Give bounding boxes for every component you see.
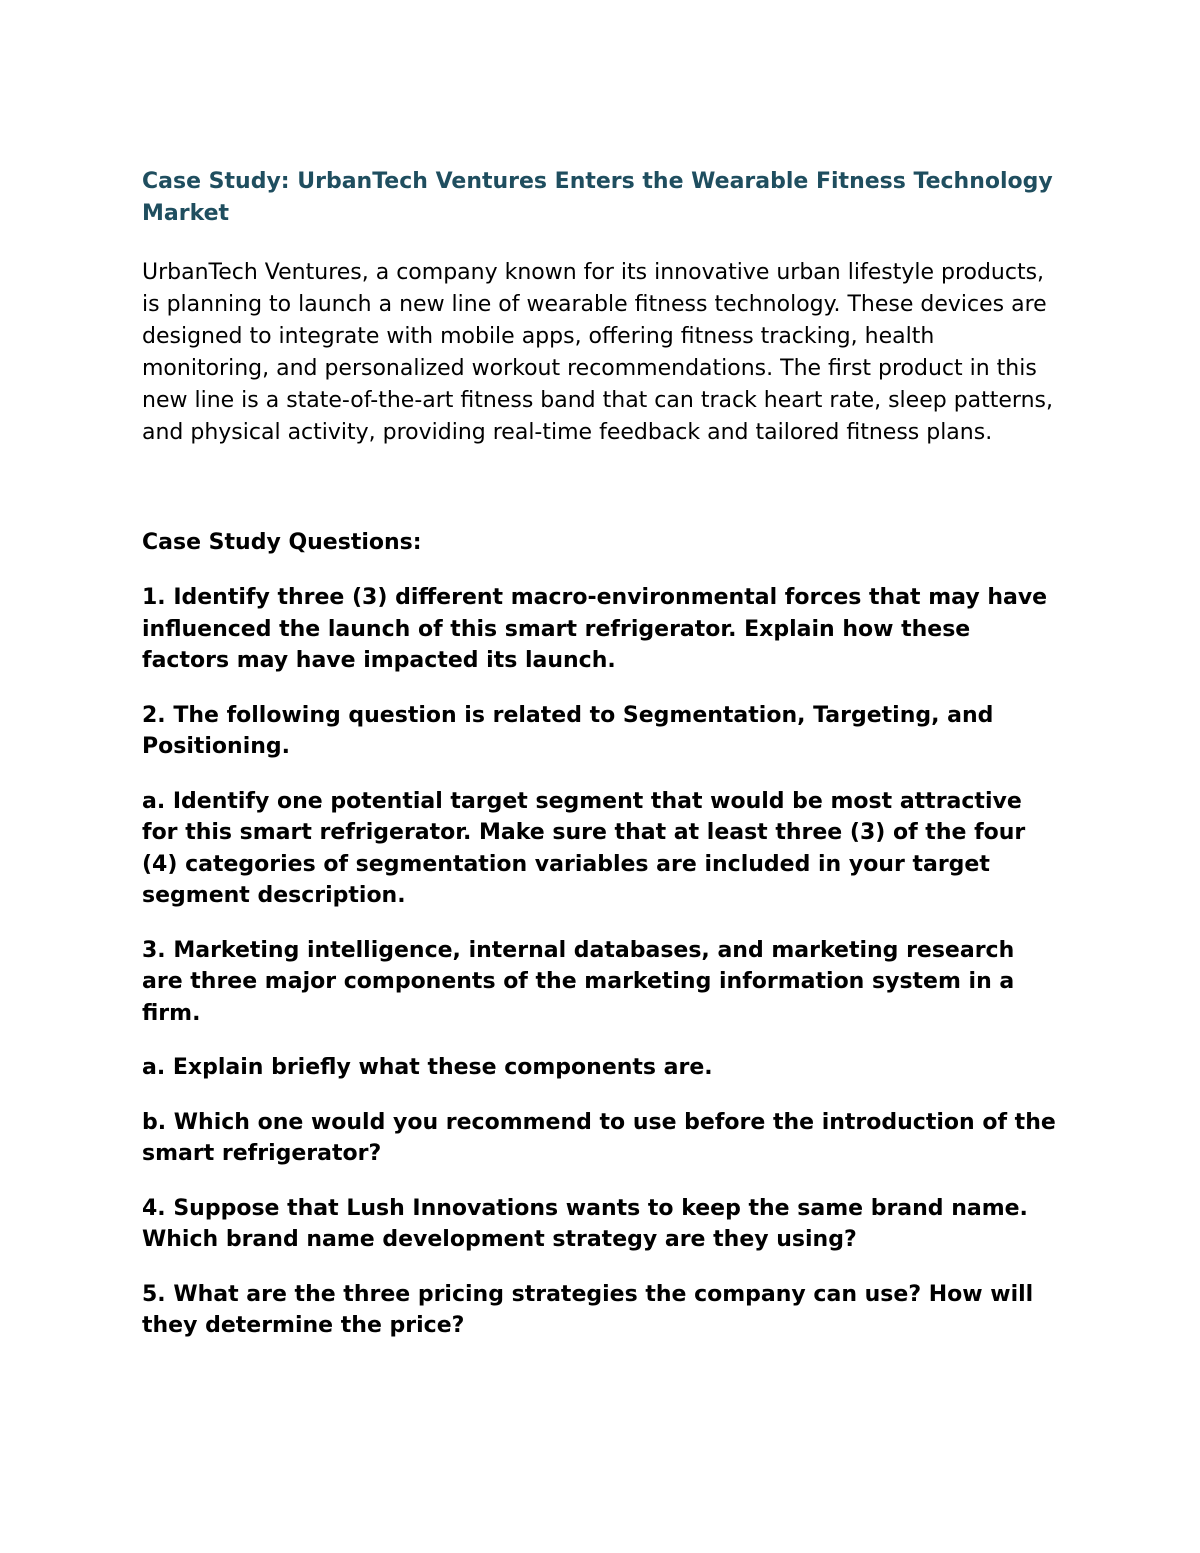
question-item: 2. The following question is related to Segmentation, Targeting, and Positioning. [142, 702, 994, 759]
document-title: Case Study: UrbanTech Ventures Enters the Wearable Fitness Technology Market [142, 169, 1053, 226]
question-item: a. Identify one potential target segment that would be most attractive for this smart refrigerator. Make sure that at least three (3) of the four (4) categories of segmentation variables are included in your target segment description. [142, 788, 1026, 908]
question-item: 4. Suppose that Lush Innovations wants to keep the same brand name. Which brand name development strategy are they using? [142, 1195, 1028, 1252]
questions-heading: Case Study Questions: [142, 530, 422, 555]
question-item: 5. What are the three pricing strategies the company can use? How will they determine the price? [142, 1281, 1034, 1338]
document-page [142, 166, 1062, 1365]
question-item: 3. Marketing intelligence, internal databases, and marketing research are three major components of the marketing information system in a firm. [142, 937, 1015, 1026]
question-item: b. Which one would you recommend to use before the introduction of the smart refrigerator? [142, 1109, 1056, 1166]
intro-paragraph: UrbanTech Ventures, a company known for its innovative urban lifestyle products, is planning to launch a new line of wearable fitness technology. These devices are designed to integrate with mobile apps, offering fitness tracking, health monitoring, and personalized workout recommendations. The first product in this new line is a state-of-the-art fitness band that can track heart rate, sleep patterns, and physical activity, providing real-time feedback and tailored fitness plans. [142, 260, 1053, 445]
question-item: 1. Identify three (3) different macro-environmental forces that may have influenced the launch of this smart refrigerator. Explain how these factors may have impacted its launch. [142, 585, 1048, 673]
question-item: a. Explain briefly what these components are. [142, 1055, 713, 1080]
